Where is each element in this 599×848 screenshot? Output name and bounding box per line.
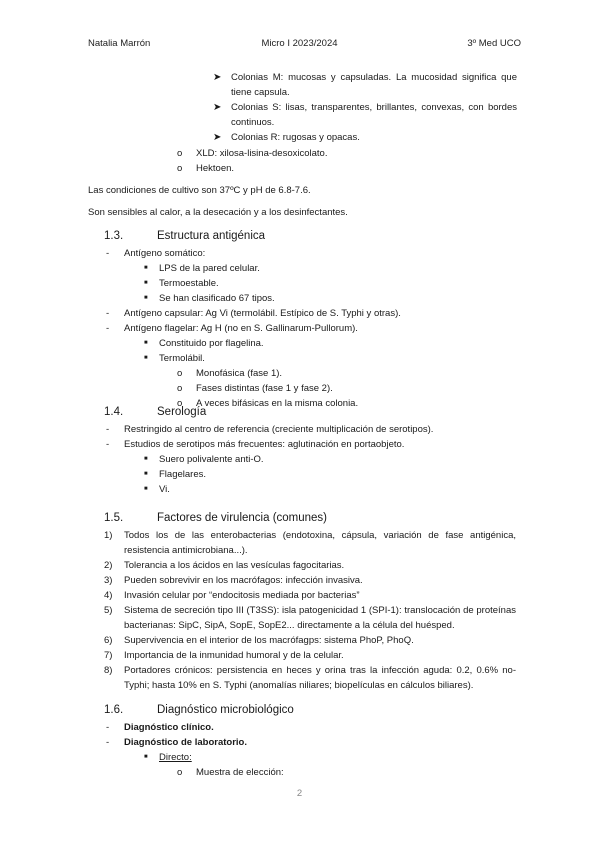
list-item: Tolerancia a los ácidos en las vesículas fagocitarias. — [124, 560, 345, 571]
list-item: Todos los de las enterobacterias (endotoxina, cápsula, variación de fase antigénica, resistencia antimicrobiana...). — [124, 530, 516, 556]
colonies-m: Colonias M: mucosas y capsuladas. La mucosidad significa que tiene capsula. — [231, 72, 517, 98]
list-number: 7) — [104, 650, 113, 661]
section-number: 1.4. — [104, 406, 124, 418]
list-item: Se han clasificado 67 tipos. — [159, 293, 275, 304]
diagnosis-direct: Directo: — [159, 752, 192, 763]
circle-bullet-icon: o — [177, 398, 183, 409]
media-xld: XLD: xilosa-lisina-desoxicolato. — [196, 148, 328, 159]
colonies-r: Colonias R: rugosas y opacas. — [231, 132, 360, 143]
page-number: 2 — [296, 788, 303, 799]
circle-bullet-icon: o — [177, 767, 183, 778]
square-bullet-icon: ■ — [144, 280, 148, 286]
list-number: 4) — [104, 590, 113, 601]
header-course: Micro I 2023/2024 — [261, 38, 338, 49]
list-number: 8) — [104, 665, 113, 676]
paragraph-sensitivity: Son sensibles al calor, a la desecación y a los desinfectantes. — [88, 207, 348, 218]
list-number: 5) — [104, 605, 113, 616]
paragraph-conditions: Las condiciones de cultivo son 37ºC y pH de 6.8-7.6. — [88, 185, 311, 196]
list-item: Restringido al centro de referencia (creciente multiplicación de serotipos). — [124, 424, 434, 435]
antigen-capsular: Antígeno capsular: Ag Vi (termolábil. Estípico de S. Typhi y otras). — [124, 308, 401, 319]
section-number: 1.3. — [104, 230, 124, 242]
list-number: 1) — [104, 530, 113, 541]
dash-bullet: - — [106, 737, 110, 748]
diagnosis-lab: Diagnóstico de laboratorio. — [124, 737, 247, 748]
circle-bullet-icon: o — [177, 383, 183, 394]
list-number: 2) — [104, 560, 113, 571]
list-item: Fases distintas (fase 1 y fase 2). — [196, 383, 333, 394]
list-item: Invasión celular por “endocitosis mediada por bacterias” — [124, 590, 360, 601]
list-item: Importancia de la inmunidad humoral y de la celular. — [124, 650, 344, 661]
list-item: A veces bifásicas en la misma colonia. — [196, 398, 359, 409]
antigen-somatic: Antígeno somático: — [124, 248, 206, 259]
list-item: Vi. — [159, 484, 170, 495]
list-item: Termoestable. — [159, 278, 219, 289]
list-item: Estudios de serotipos más frecuentes: aglutinación en portaobjeto. — [124, 439, 405, 450]
list-item: Termolábil. — [159, 353, 205, 364]
dash-bullet: - — [106, 308, 110, 319]
circle-bullet-icon: o — [177, 163, 183, 174]
arrow-bullet-icon: ➤ — [213, 72, 222, 83]
list-number: 3) — [104, 575, 113, 586]
dash-bullet: - — [106, 248, 110, 259]
square-bullet-icon: ■ — [144, 265, 148, 271]
section-title: Serología — [157, 406, 207, 418]
square-bullet-icon: ■ — [144, 340, 148, 346]
dash-bullet: - — [106, 323, 110, 334]
list-item: Flagelares. — [159, 469, 206, 480]
square-bullet-icon: ■ — [144, 471, 148, 477]
list-item: LPS de la pared celular. — [159, 263, 260, 274]
list-item: Sistema de secreción tipo III (T3SS): isla patogenicidad 1 (SPI-1): translocación de proteínas bacterianas: SipC, SipA, SopE, SopE2... directamente a la célula del huésped. — [124, 605, 516, 631]
header-year: 3º Med UCO — [467, 38, 521, 49]
list-item: Supervivencia en el interior de los macrófagps: sistema PhoP, PhoQ. — [124, 635, 414, 646]
media-hektoen: Hektoen. — [196, 163, 235, 174]
square-bullet-icon: ■ — [144, 754, 148, 760]
section-title: Factores de virulencia (comunes) — [157, 512, 328, 524]
colonies-s: Colonias S: lisas, transparentes, brillantes, convexas, con bordes continuos. — [231, 102, 517, 128]
arrow-bullet-icon: ➤ — [213, 132, 222, 143]
list-item: Suero polivalente anti-O. — [159, 454, 264, 465]
section-number: 1.5. — [104, 512, 124, 524]
dash-bullet: - — [106, 439, 110, 450]
arrow-bullet-icon: ➤ — [213, 102, 222, 113]
circle-bullet-icon: o — [177, 368, 183, 379]
square-bullet-icon: ■ — [144, 355, 148, 361]
dash-bullet: - — [106, 424, 110, 435]
circle-bullet-icon: o — [177, 148, 183, 159]
list-item: Pueden sobrevivir en los macrófagos: infección invasiva. — [124, 575, 363, 586]
sample-choice: Muestra de elección: — [196, 767, 284, 778]
section-title: Estructura antigénica — [157, 230, 266, 242]
list-item: Monofásica (fase 1). — [196, 368, 283, 379]
list-number: 6) — [104, 635, 113, 646]
dash-bullet: - — [106, 722, 110, 733]
section-title: Diagnóstico microbiológico — [157, 704, 294, 716]
square-bullet-icon: ■ — [144, 456, 148, 462]
list-item: Portadores crónicos: persistencia en heces y orina tras la infección aguda: 0.2, 0.6% no-Typhi; hasta 10% en S. Typhi (anomalías niliares; biopelículas en cálculos biliares). — [124, 665, 516, 691]
section-number: 1.6. — [104, 704, 124, 716]
diagnosis-clinical: Diagnóstico clínico. — [124, 722, 214, 733]
square-bullet-icon: ■ — [144, 295, 148, 301]
square-bullet-icon: ■ — [144, 486, 148, 492]
header-author: Natalia Marrón — [88, 38, 151, 49]
list-item: Constituido por flagelina. — [159, 338, 264, 349]
antigen-flagelar: Antígeno flagelar: Ag H (no en S. Gallinarum-Pullorum). — [124, 323, 358, 334]
